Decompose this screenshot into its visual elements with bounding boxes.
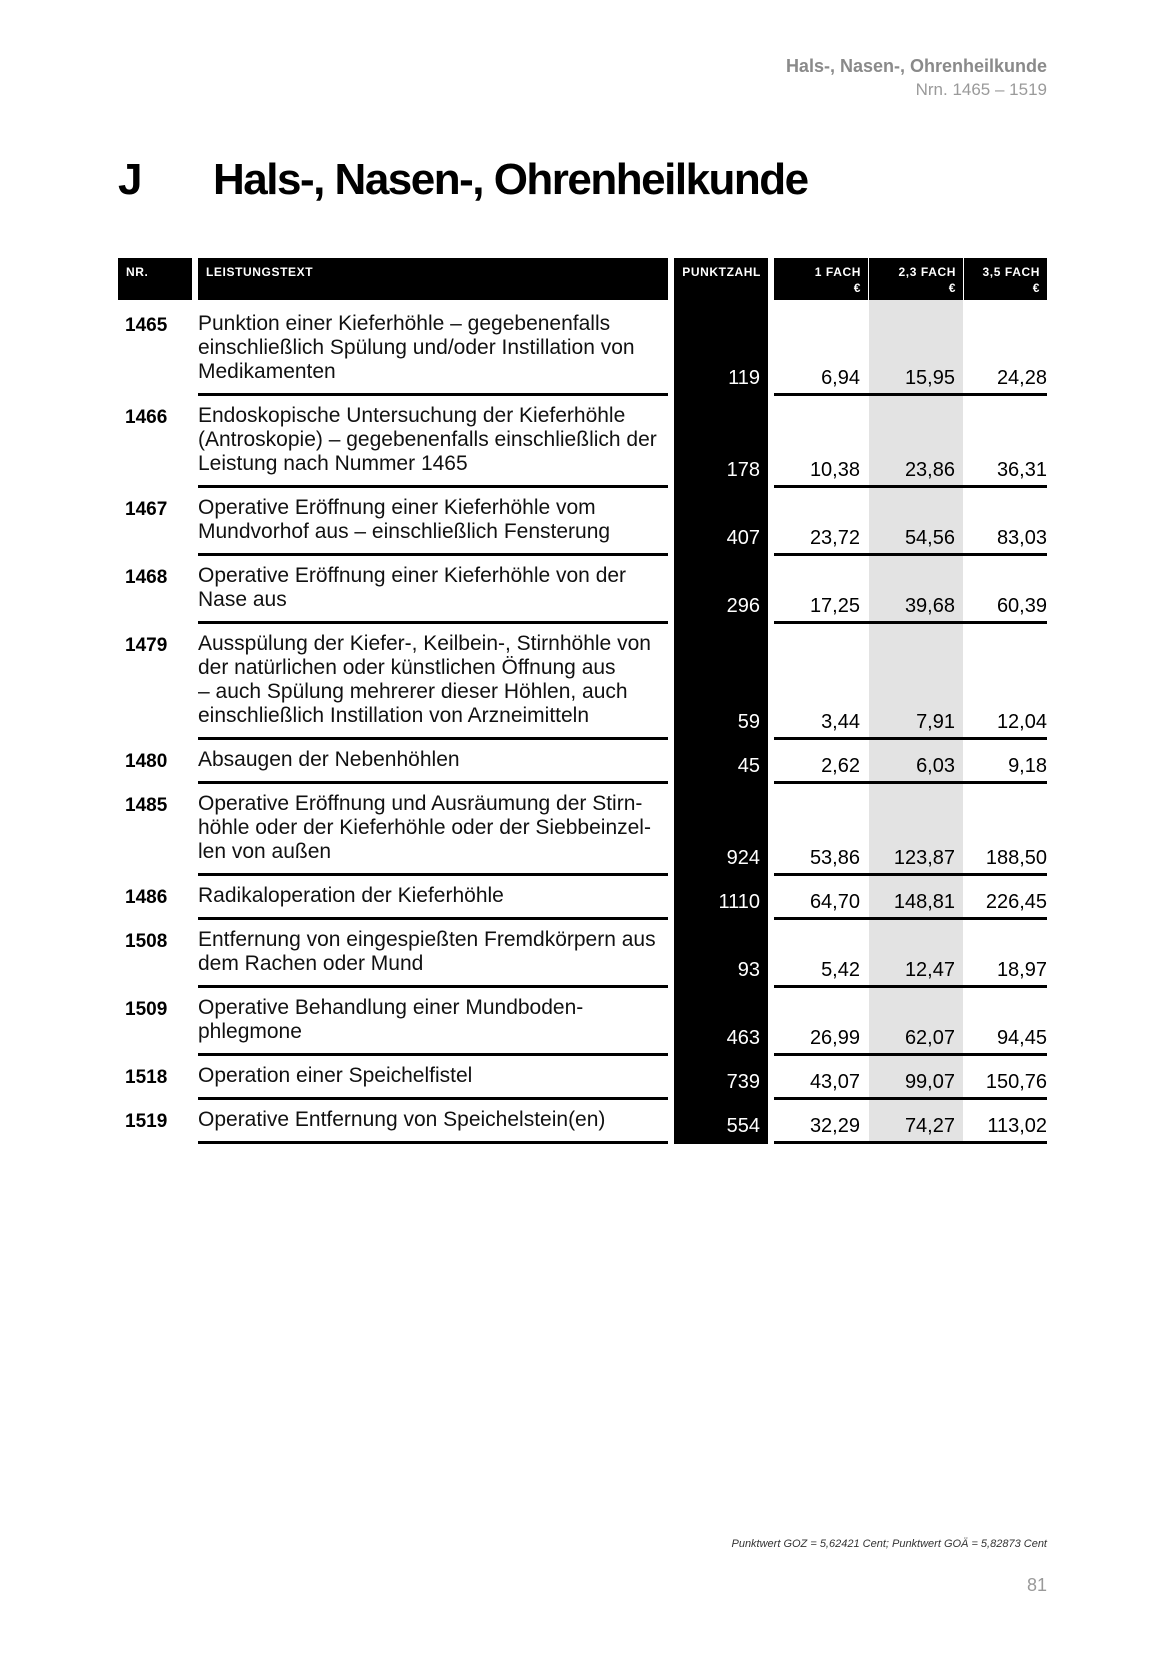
- leistungstext-line: Operative Entfernung von Speichelstein(en): [198, 1108, 606, 1131]
- row-leistungstext: [198, 748, 668, 772]
- table-header: [118, 258, 1047, 300]
- leistungstext-line: Ausspülung der Kiefer-, Keilbein-, Stirnhöhle von: [198, 632, 651, 655]
- leistungstext-line: Operative Eröffnung einer Kieferhöhle vom: [198, 496, 596, 519]
- row-2-3fach: 12,47: [904, 959, 955, 981]
- leistungstext-line: höhle oder der Kieferhöhle oder der Siebbeinzel-: [198, 816, 651, 839]
- row-nr: 1509: [125, 999, 168, 1020]
- leistungstext-line: len von außen: [198, 840, 332, 863]
- leistungstext-line: (Antroskopie) – gegebenenfalls einschließlich der: [198, 428, 657, 451]
- row-3-5fach: 150,76: [985, 1071, 1047, 1093]
- header-3-5fach-unit: €: [1032, 281, 1040, 295]
- row-leistungstext: [198, 312, 668, 384]
- row-1fach: 53,86: [809, 847, 860, 869]
- header-2-3fach: [869, 258, 963, 300]
- row-2-3fach: 99,07: [904, 1071, 955, 1093]
- header-2-3fach-unit: €: [948, 281, 956, 295]
- row-1fach: 32,29: [809, 1115, 860, 1137]
- leistungstext-line: Operation einer Speichelfistel: [198, 1064, 473, 1087]
- row-punktzahl: 119: [728, 367, 760, 389]
- row-2-3fach: 15,95: [904, 367, 955, 389]
- leistungstext-line: Medikamenten: [198, 360, 336, 383]
- leistungstext-line: Operative Behandlung einer Mundboden-: [198, 996, 584, 1019]
- header-1fach: [774, 258, 868, 300]
- row-1fach: 3,44: [821, 711, 860, 733]
- row-3-5fach: 24,28: [996, 367, 1047, 389]
- table-row: [118, 624, 1047, 740]
- leistungstext-line: Entfernung von eingespießten Fremdkörpern aus: [198, 928, 656, 951]
- row-3-5fach: 60,39: [996, 595, 1047, 617]
- row-leistungstext: [198, 884, 668, 908]
- leistungstext-line: einschließlich Instillation von Arzneimitteln: [198, 704, 590, 727]
- row-1fach: 5,42: [821, 959, 860, 981]
- chapter-letter: J: [118, 155, 143, 204]
- row-1fach: 23,72: [809, 527, 860, 549]
- running-head-range: Nrn. 1465 – 1519: [915, 80, 1047, 99]
- footnote: Punktwert GOZ = 5,62421 Cent; Punktwert GOÄ = 5,82873 Cent: [731, 1538, 1047, 1550]
- row-2-3fach: 7,91: [916, 711, 955, 733]
- row-divider: [774, 1141, 1047, 1144]
- row-3-5fach: 12,04: [996, 711, 1047, 733]
- row-punktzahl: 178: [726, 459, 760, 481]
- row-3-5fach: 188,50: [985, 847, 1047, 869]
- leistungstext-line: Operative Eröffnung einer Kieferhöhle von der: [198, 564, 627, 587]
- table-row: [118, 740, 1047, 784]
- row-punktzahl: 407: [726, 527, 760, 549]
- row-3-5fach: 9,18: [1008, 755, 1047, 777]
- row-nr: 1508: [125, 931, 168, 952]
- row-leistungstext: [198, 632, 668, 728]
- row-2-3fach: 23,86: [904, 459, 955, 481]
- leistungstext-line: Nase aus: [198, 588, 287, 611]
- row-punktzahl: 296: [726, 595, 760, 617]
- row-1fach: 64,70: [809, 891, 860, 913]
- row-1fach: 6,94: [821, 367, 860, 389]
- chapter-title: Hals-, Nasen-, Ohrenheilkunde: [213, 155, 808, 204]
- row-3-5fach: 83,03: [996, 527, 1047, 549]
- row-nr: 1479: [125, 635, 168, 656]
- header-nr: NR.: [118, 258, 192, 300]
- row-2-3fach: 54,56: [904, 527, 955, 549]
- row-3-5fach: 113,02: [987, 1115, 1047, 1137]
- row-punktzahl: 1110: [718, 891, 760, 913]
- row-nr: 1486: [125, 887, 168, 908]
- header-1fach-label: 1 FACH: [814, 265, 861, 279]
- row-leistungstext: [198, 1108, 668, 1132]
- leistungstext-line: Absaugen der Nebenhöhlen: [198, 748, 460, 771]
- row-3-5fach: 18,97: [996, 959, 1047, 981]
- row-nr: 1485: [125, 795, 168, 816]
- header-3-5fach-label: 3,5 FACH: [982, 265, 1040, 279]
- table-row: [118, 488, 1047, 556]
- row-nr: 1518: [125, 1067, 168, 1088]
- header-1fach-unit: €: [853, 281, 861, 295]
- header-punktzahl: PUNKTZAHL: [674, 258, 768, 300]
- table-row: [118, 988, 1047, 1056]
- row-2-3fach: 123,87: [893, 847, 955, 869]
- row-3-5fach: 226,45: [985, 891, 1047, 913]
- row-1fach: 10,38: [809, 459, 860, 481]
- header-3-5fach: [964, 258, 1047, 300]
- leistungstext-line: der natürlichen oder künstlichen Öffnung aus: [198, 656, 616, 679]
- row-nr: 1467: [125, 499, 168, 520]
- table-row: [118, 784, 1047, 876]
- row-2-3fach: 62,07: [904, 1027, 955, 1049]
- row-divider: [198, 1141, 668, 1144]
- row-nr: 1465: [125, 315, 168, 336]
- row-3-5fach: 94,45: [996, 1027, 1047, 1049]
- row-nr: 1519: [125, 1111, 168, 1132]
- leistungstext-line: Radikaloperation der Kieferhöhle: [198, 884, 504, 907]
- row-nr: 1480: [125, 751, 168, 772]
- row-punktzahl: 59: [737, 711, 760, 733]
- leistungstext-line: Punktion einer Kieferhöhle – gegebenenfalls: [198, 312, 611, 335]
- table-row: [118, 1100, 1047, 1144]
- leistungstext-line: – auch Spülung mehrerer dieser Höhlen, auch: [198, 680, 628, 703]
- table-row: [118, 920, 1047, 988]
- row-1fach: 26,99: [809, 1027, 860, 1049]
- running-head-title: Hals-, Nasen-, Ohrenheilkunde: [785, 56, 1047, 76]
- leistungstext-line: dem Rachen oder Mund: [198, 952, 424, 975]
- row-1fach: 17,25: [809, 595, 860, 617]
- row-1fach: 43,07: [809, 1071, 860, 1093]
- row-nr: 1466: [125, 407, 168, 428]
- row-punktzahl: 463: [726, 1027, 760, 1049]
- leistungstext-line: Endoskopische Untersuchung der Kieferhöhle: [198, 404, 626, 427]
- leistungstext-line: Operative Eröffnung und Ausräumung der Stirn-: [198, 792, 643, 815]
- row-2-3fach: 39,68: [904, 595, 955, 617]
- table-row: [118, 396, 1047, 488]
- row-punktzahl: 739: [726, 1071, 760, 1093]
- row-leistungstext: [198, 404, 668, 476]
- table-row: [118, 876, 1047, 920]
- row-nr: 1468: [125, 567, 168, 588]
- table-body: [118, 300, 1047, 1144]
- row-leistungstext: [198, 496, 668, 544]
- leistungstext-line: phlegmone: [198, 1020, 302, 1043]
- row-leistungstext: [198, 928, 668, 976]
- row-leistungstext: [198, 1064, 668, 1088]
- row-2-3fach: 74,27: [904, 1115, 955, 1137]
- table-row: [118, 300, 1047, 396]
- row-leistungstext: [198, 564, 668, 612]
- row-2-3fach: 148,81: [893, 891, 955, 913]
- row-2-3fach: 6,03: [916, 755, 955, 777]
- row-punktzahl: 924: [726, 847, 760, 869]
- leistungstext-line: Leistung nach Nummer 1465: [198, 452, 468, 475]
- table-row: [118, 1056, 1047, 1100]
- row-1fach: 2,62: [821, 755, 860, 777]
- row-punktzahl: 554: [726, 1115, 760, 1137]
- leistungstext-line: einschließlich Spülung und/oder Instillation von: [198, 336, 635, 359]
- row-punktzahl: 45: [737, 755, 760, 777]
- row-leistungstext: [198, 792, 668, 864]
- row-punktzahl: 93: [737, 959, 760, 981]
- row-3-5fach: 36,31: [996, 459, 1047, 481]
- header-2-3fach-label: 2,3 FACH: [898, 265, 956, 279]
- page-number: 81: [1026, 1575, 1047, 1595]
- running-head: [786, 54, 1047, 102]
- fee-table: [118, 258, 1047, 1144]
- header-leistungstext: LEISTUNGSTEXT: [198, 258, 668, 300]
- table-row: [118, 556, 1047, 624]
- row-leistungstext: [198, 996, 668, 1044]
- leistungstext-line: Mundvorhof aus – einschließlich Fensterung: [198, 520, 611, 543]
